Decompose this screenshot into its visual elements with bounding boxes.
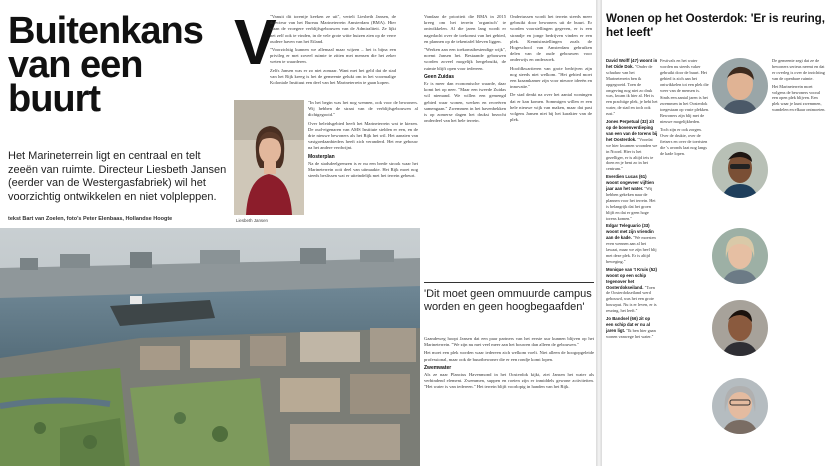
resident-photo — [712, 58, 768, 114]
subheading-geen-zuidas: Geen Zuidas — [424, 73, 455, 80]
col1-para: Zelfs Jansen was er zo niet zomaar. Want met het geld dat de stad van het Rijk kreeg is het de gemeente gelukt om in het voormalige Koloniale Instituut een deel van het Marineterrein te gaan kopen. — [270, 67, 396, 86]
article-credits: tekst Bart van Zoelen, foto's Peter Elenbaas, Hollandse Hoogte — [8, 216, 173, 222]
body-para: De gemeente zegt dat ze de bewoners serieus neemt en dat er overleg is over de inrichting van de openbare ruimte. — [772, 58, 825, 81]
resident-name: Jo Bandsel (66) zit op een schip dat er nu al jaren ligt. — [606, 316, 651, 333]
col1-para: "Voorzichtig kunnen we allemaal maar wijzen – het is bijna een privileg er met zoveel ruimte te zitten met mensen die het zeker weten te waarderen. — [270, 47, 396, 65]
right-page — [602, 0, 830, 466]
col2-para: "Werken aan een toekomstbestendige wijk", noemt Jansen het. Bestaande gebouwen worden zoveel mogelijk hergebruikt, de ruimte blijft open voor iedereen. — [424, 47, 506, 71]
body-para: Sinds een aantal jaren is het zwemmen in het Oosterdok toegestaan op vaste plekken. Bewoners zijn blij met de nieuwe mogelijkheden. — [660, 95, 710, 125]
resident-entry — [606, 267, 658, 314]
body-para: Toch zijn er ook zorgen. Over de drukte, over de fietsers en over de toeristen die 's avonds laat nog langs de kade lopen. — [660, 126, 708, 156]
col3-para: De stad denkt na over het aantal woningen dat er kan komen. Sommigen willen er een hele nieuwe wijk van maken, maar dat past volgens Jansen niet bij het karakter van de plek. — [510, 92, 592, 123]
column-2 — [424, 14, 506, 276]
resident-photo — [712, 378, 768, 434]
aerial-photo — [0, 228, 420, 466]
col4-para: Het moet een plek worden waar iedereen zich welkom voelt. Niet alleen de hoogopgeleide professional, maar ook de buurtbewoner die er een rondje komt lopen. — [424, 350, 594, 362]
col1-para: "Vanuit dit torentje keeken ze uit", vertelt Liesbeth Jansen, de directeur van het Bureau Marineterrein Amsterdam (BMA). Hier staan de vroegere verblijfsgebouwen van de Admiraliteit. Ze lijkt het zelf ook te vinden, in de vele grote witte huizen zien op de verre oudere haven van het Eiland. — [270, 14, 396, 44]
aerial-illustration — [0, 228, 420, 466]
article-intro: Het Marineterrein ligt en centraal en telt zeeën van ruimte. Directeur Liesbeth Jansen (eerder van de Westergasfabriek) wil het voorzichtig ontwikkelen en niet volpleppen. — [8, 150, 227, 203]
col1-para: Na de stadsdeelgrenzen is er nu een brede strook waar het Marineterrein ooit deel van uitmaakte. Het Rijk moet nog steeds beslissen wat er uiteindelijk met het terrein gebeurt. — [308, 160, 418, 179]
resident-entry — [606, 119, 658, 172]
resident-quote: "Ik ben hier gaan wonen vanwege het water." — [606, 327, 656, 339]
body-para: Het Marineterrein moet volgens de bewoners vooral een open plek blijven. Een plek waar je kunt zwemmen, wandelen en elkaar ontmoeten. — [772, 83, 826, 113]
resident-name: Everdien Lucas (61) woont ongeveer vijftien jaar aan het water. — [606, 174, 654, 192]
article-headline: Buitenkans van een buurt — [8, 10, 203, 120]
col1-para: Over beleidsgebied heeft het Marineterrein wat te kiezen. De oud-eigenaren van AMS Institute stelden er een, en de drie nieuwe bewoners als het Rijk het wil. Het aanzien van vastgoedaanbieders heeft zich veranderd. Het ene gebouw na het andere verdwijnt. — [308, 120, 418, 151]
pullquote: 'Dit moet geen ommuurde campus worden en geen hoogbegaafden' — [424, 288, 592, 313]
resident-quote: "Onder de schaduw van het Marineterrein ben ik opgegroeid. Toen de omgeving nog niet zo druk was, kwam ik hier al. Het is een prachtige plek, je hebt het water, de stad en toch ook rust." — [606, 63, 658, 117]
col3-para: Hoofdkwartieren van grote bedrijven zijn nog steeds niet welkom. "Het gebied moet een kraamkamer zijn voor nieuwe ideeën en innovatie." — [510, 65, 592, 90]
col4-para: Gaandeweg hoopt Jansen dat een paar partners van het eerste uur kunnen blijven op het Marineterrein. "We zijn nu met veel meer aan het bouwen dan alleen de gebouwen." — [424, 336, 594, 348]
resident-name: Edgar Teleguario (33) woont met zijn vriendin aan de kade. — [606, 223, 654, 241]
portrait-illustration — [234, 100, 304, 215]
resident-entry — [606, 223, 658, 264]
resident-name: Monique van 't Kruis (52) woont op een schip tegenover het Oosterdokseiland. — [606, 266, 657, 290]
pullquote-rule — [424, 282, 594, 283]
residents-column — [606, 58, 658, 464]
resident-quote: "Wij hebben gekeken naar de plannen voor het terrein. Het is belangrijk dat het groen blijft en dat er geen hoge torens komen." — [606, 186, 656, 221]
resident-quote: "We moesten even wennen aan al het lawaai, maar we zijn heel blij met deze plek. Er is altijd beweging." — [606, 235, 657, 264]
subheading-zwemwater: Zwemwater — [424, 364, 452, 371]
resident-quote: "Toen de Oosterdokseiland werd gebouwd, was het een grote bouwput. Nu is er leven, er is reuring, het leeft." — [606, 284, 657, 314]
portrait-caption: Liesbeth Jansen — [236, 218, 268, 223]
resident-name: David Wolff (47) woont in het Oide Dok. — [606, 58, 658, 69]
resident-name: Jones Perpetual (32) zit op de bovenverdieping van een van de torens bij het Oosterdok. — [606, 119, 658, 142]
resident-entry — [606, 58, 658, 117]
column-1-top — [270, 14, 396, 98]
subheading-mosterplan: Mosterplan — [308, 153, 335, 160]
body-para: Festivals en het water worden nu steeds vaker gebruikt door de buurt. Het gebied is zich aan het ontwikkelen tot een plek die weer van de mensen is. — [660, 58, 709, 93]
portrait-photo — [234, 100, 304, 215]
resident-photo — [712, 228, 768, 284]
column-3 — [510, 14, 592, 276]
resident-quote: "Voordat we hier kwamen woonden we in Noord. Hier is het gezelliger, er is altijd iets te doen en je bent zo in het centrum." — [606, 136, 658, 172]
col1-para: "In het begin was het nog wennen, ook voor de bewoners. Wij hebben de straat van de verblijfsgebouwen al dichtgegooid." — [308, 100, 418, 118]
resident-entry — [606, 316, 658, 340]
col4-para: Als ze naar Plancius Havenmond in het Oosterdok kijkt, ziet Jansen het water als verbindend element. Zwemmen, suppen en roeien zijn er inmiddels gewone activiteiten. "Het water is van iedereen." Het terrein blijft voorlopig in handen van het Rijk. — [424, 372, 594, 390]
right-column-3 — [772, 58, 826, 464]
col2-para: Vandaar de prioriteit die BMA in 2015 kreeg om het terrein 'organisch' te ontwikkelen. Al die jaren lang wordt er nagedacht over de toekomst van het gebied, en plannen op de tekentafel bleven liggen. — [424, 14, 506, 44]
drop-cap: V — [234, 6, 277, 78]
col3-para: Ondertussen wordt het terrein steeds meer gebruikt door bewoners uit de buurt. Er worden voorstellingen gegeven, er is een strandje en jonge bedrijven vinden er een plek. Kennisinstellingen zoals de Hogeschool van Amsterdam gebruiken delen van de oude gebouwen voor onderwijs en onderzoek. — [510, 14, 592, 63]
sidebar-headline: Wonen op het Oosterdok: 'Er is reuring, het leeft' — [606, 12, 825, 39]
resident-photo — [712, 300, 768, 356]
resident-entry — [606, 174, 658, 221]
column-4 — [424, 336, 594, 462]
column-1-bottom — [308, 100, 418, 224]
resident-photo — [712, 142, 768, 198]
resident-text-column — [660, 58, 710, 464]
col2-para: Er is meer dan economische waarde, daar komt het op neer. "Maar een tweede Zuidas wil niemand. We willen een gemengd gebied waar wonen, werken en recreëren samengaan." Zwemmen in het havenbekken is op zomerse dagen het drukst bezocht onderdeel van het hele terrein. — [424, 81, 506, 124]
